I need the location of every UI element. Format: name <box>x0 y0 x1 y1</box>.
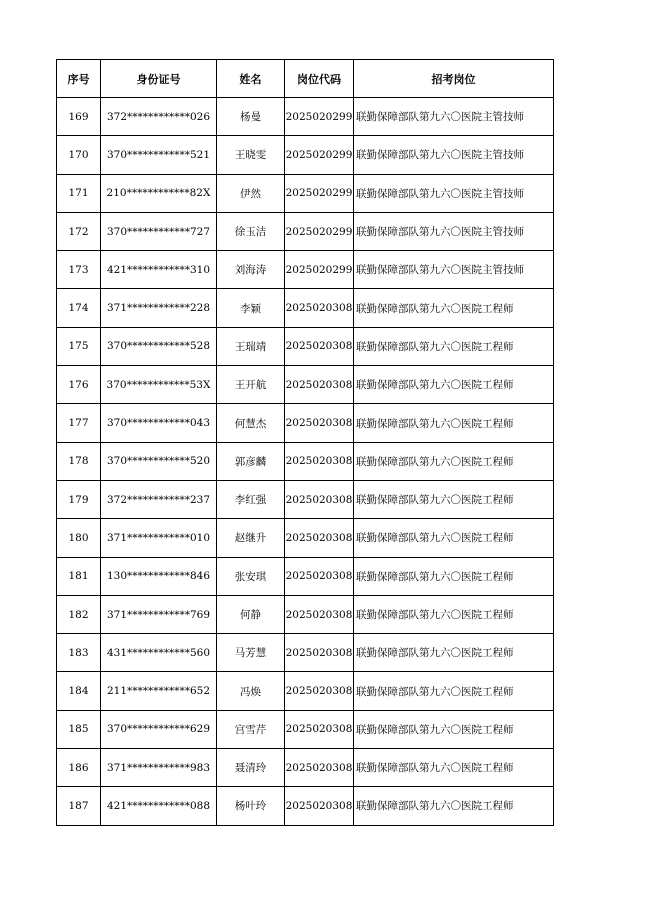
cell-seq: 173 <box>57 251 101 289</box>
cell-id-card: 371************769 <box>101 595 217 633</box>
cell-post-code: 2025020308 <box>285 634 354 672</box>
cell-post-code: 2025020308 <box>285 519 354 557</box>
cell-post-code: 2025020299 <box>285 136 354 174</box>
cell-post-code: 2025020308 <box>285 480 354 518</box>
cell-post: 联勤保障部队第九六〇医院主管技师 <box>354 98 554 136</box>
cell-seq: 171 <box>57 174 101 212</box>
header-id-card: 身份证号 <box>101 60 217 98</box>
cell-post: 联勤保障部队第九六〇医院工程师 <box>354 289 554 327</box>
cell-post-code: 2025020308 <box>285 749 354 787</box>
cell-id-card: 370************043 <box>101 404 217 442</box>
cell-post: 联勤保障部队第九六〇医院工程师 <box>354 787 554 825</box>
cell-seq: 181 <box>57 557 101 595</box>
cell-post: 联勤保障部队第九六〇医院工程师 <box>354 557 554 595</box>
cell-id-card: 371************010 <box>101 519 217 557</box>
header-row <box>57 60 554 98</box>
cell-seq: 183 <box>57 634 101 672</box>
roster-sheet <box>56 59 553 826</box>
cell-seq: 172 <box>57 212 101 250</box>
cell-seq: 169 <box>57 98 101 136</box>
cell-post-code: 2025020299 <box>285 251 354 289</box>
cell-post: 联勤保障部队第九六〇医院主管技师 <box>354 174 554 212</box>
table-row <box>57 136 554 174</box>
table-row <box>57 595 554 633</box>
cell-post: 联勤保障部队第九六〇医院工程师 <box>354 442 554 480</box>
cell-post-code: 2025020299 <box>285 98 354 136</box>
cell-post-code: 2025020308 <box>285 672 354 710</box>
table-row <box>57 404 554 442</box>
table-row <box>57 98 554 136</box>
cell-post: 联勤保障部队第九六〇医院工程师 <box>354 710 554 748</box>
table-row <box>57 174 554 212</box>
cell-post-code: 2025020308 <box>285 710 354 748</box>
cell-name: 王晓雯 <box>217 136 285 174</box>
cell-id-card: 370************520 <box>101 442 217 480</box>
cell-post-code: 2025020308 <box>285 366 354 404</box>
cell-post-code: 2025020308 <box>285 289 354 327</box>
cell-seq: 170 <box>57 136 101 174</box>
cell-seq: 175 <box>57 327 101 365</box>
header-post-code: 岗位代码 <box>285 60 354 98</box>
table-row <box>57 212 554 250</box>
cell-id-card: 211************652 <box>101 672 217 710</box>
cell-name: 李红强 <box>217 480 285 518</box>
candidate-table <box>56 59 554 826</box>
cell-name: 张安琪 <box>217 557 285 595</box>
table-row <box>57 519 554 557</box>
cell-name: 王瑞靖 <box>217 327 285 365</box>
cell-seq: 179 <box>57 480 101 518</box>
header-post: 招考岗位 <box>354 60 554 98</box>
cell-name: 宫雪芹 <box>217 710 285 748</box>
cell-post: 联勤保障部队第九六〇医院主管技师 <box>354 212 554 250</box>
cell-post-code: 2025020308 <box>285 404 354 442</box>
cell-seq: 186 <box>57 749 101 787</box>
cell-post-code: 2025020308 <box>285 557 354 595</box>
cell-post-code: 2025020308 <box>285 595 354 633</box>
table-row <box>57 557 554 595</box>
cell-name: 王开航 <box>217 366 285 404</box>
cell-id-card: 371************228 <box>101 289 217 327</box>
cell-id-card: 210************82X <box>101 174 217 212</box>
table-row <box>57 634 554 672</box>
table-row <box>57 251 554 289</box>
cell-post: 联勤保障部队第九六〇医院工程师 <box>354 404 554 442</box>
cell-name: 郭彦麟 <box>217 442 285 480</box>
table-row <box>57 480 554 518</box>
cell-name: 赵继升 <box>217 519 285 557</box>
cell-post-code: 2025020308 <box>285 327 354 365</box>
cell-post: 联勤保障部队第九六〇医院工程师 <box>354 672 554 710</box>
cell-name: 聂清玲 <box>217 749 285 787</box>
cell-seq: 177 <box>57 404 101 442</box>
cell-id-card: 370************53X <box>101 366 217 404</box>
cell-seq: 180 <box>57 519 101 557</box>
cell-post-code: 2025020308 <box>285 787 354 825</box>
cell-name: 徐玉洁 <box>217 212 285 250</box>
cell-id-card: 370************521 <box>101 136 217 174</box>
cell-name: 杨叶玲 <box>217 787 285 825</box>
cell-post-code: 2025020299 <box>285 174 354 212</box>
cell-seq: 174 <box>57 289 101 327</box>
table-row <box>57 749 554 787</box>
cell-post: 联勤保障部队第九六〇医院工程师 <box>354 634 554 672</box>
cell-post: 联勤保障部队第九六〇医院工程师 <box>354 595 554 633</box>
header-seq: 序号 <box>57 60 101 98</box>
header-name: 姓名 <box>217 60 285 98</box>
table-header <box>57 60 554 98</box>
cell-post: 联勤保障部队第九六〇医院工程师 <box>354 480 554 518</box>
cell-id-card: 130************846 <box>101 557 217 595</box>
cell-id-card: 370************727 <box>101 212 217 250</box>
cell-name: 冯焕 <box>217 672 285 710</box>
cell-id-card: 421************088 <box>101 787 217 825</box>
cell-id-card: 370************528 <box>101 327 217 365</box>
cell-name: 伊然 <box>217 174 285 212</box>
cell-id-card: 421************310 <box>101 251 217 289</box>
table-row <box>57 672 554 710</box>
cell-seq: 182 <box>57 595 101 633</box>
cell-name: 何慧杰 <box>217 404 285 442</box>
cell-seq: 184 <box>57 672 101 710</box>
cell-name: 李颖 <box>217 289 285 327</box>
cell-post: 联勤保障部队第九六〇医院主管技师 <box>354 251 554 289</box>
cell-post-code: 2025020308 <box>285 442 354 480</box>
cell-post: 联勤保障部队第九六〇医院工程师 <box>354 366 554 404</box>
table-row <box>57 289 554 327</box>
cell-post-code: 2025020299 <box>285 212 354 250</box>
cell-id-card: 431************560 <box>101 634 217 672</box>
cell-id-card: 371************983 <box>101 749 217 787</box>
table-row <box>57 327 554 365</box>
cell-seq: 185 <box>57 710 101 748</box>
cell-name: 杨曼 <box>217 98 285 136</box>
cell-post: 联勤保障部队第九六〇医院工程师 <box>354 327 554 365</box>
cell-name: 马芳慧 <box>217 634 285 672</box>
cell-seq: 178 <box>57 442 101 480</box>
cell-post: 联勤保障部队第九六〇医院工程师 <box>354 519 554 557</box>
cell-post: 联勤保障部队第九六〇医院主管技师 <box>354 136 554 174</box>
cell-seq: 187 <box>57 787 101 825</box>
table-row <box>57 366 554 404</box>
table-row <box>57 710 554 748</box>
cell-seq: 176 <box>57 366 101 404</box>
cell-post: 联勤保障部队第九六〇医院工程师 <box>354 749 554 787</box>
cell-id-card: 372************026 <box>101 98 217 136</box>
cell-id-card: 370************629 <box>101 710 217 748</box>
cell-id-card: 372************237 <box>101 480 217 518</box>
table-body <box>57 98 554 826</box>
cell-name: 何静 <box>217 595 285 633</box>
table-row <box>57 787 554 825</box>
cell-name: 刘海涛 <box>217 251 285 289</box>
table-row <box>57 442 554 480</box>
